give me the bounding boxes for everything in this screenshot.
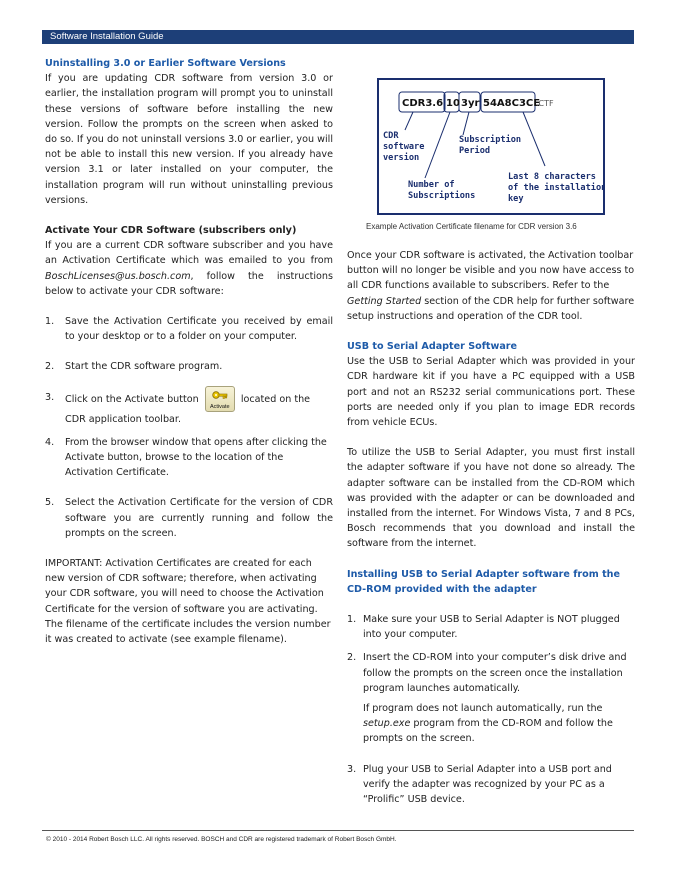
step-number: 5.	[45, 497, 55, 509]
label-version-1: CDR	[383, 131, 399, 141]
list-item	[45, 386, 333, 427]
list-item	[45, 435, 333, 481]
label-number-1: Number of	[408, 180, 455, 190]
list-item	[347, 612, 635, 642]
step-text: Select the Activation Certificate for the version of CDR software you are currently running and follow the prompts on the screen.	[65, 497, 333, 539]
label-number-2: Subscriptions	[408, 191, 476, 201]
step-number: 2.	[347, 652, 357, 664]
activate-button[interactable]	[205, 386, 235, 412]
setup-exe: setup.exe	[363, 718, 411, 730]
getting-started-ref: Getting Started	[347, 295, 422, 307]
step-text: Start the CDR software program.	[65, 361, 223, 373]
header-title: Software Installation Guide	[50, 31, 164, 42]
part-period: 3yr	[461, 98, 480, 109]
diagram-caption: Example Activation Certificate filename for CDR version 3.6	[366, 222, 577, 231]
label-last8-1: Last 8 characters	[508, 172, 596, 182]
step-number: 2.	[45, 361, 55, 373]
list-item	[45, 495, 333, 541]
list-item	[45, 359, 333, 374]
part-version: CDR3.6	[402, 98, 444, 109]
usb-body-2: To utilize the USB to Serial Adapter, you must first install the adapter software if you have not done so already. The adapter software can be installed from the CD-ROM which was provided with the adapter or can be downloaded and installed from the internet. For Windows Vista, 7 and 8 PCs, Bosch recommends that you download and install the software from the internet.	[347, 447, 635, 550]
right-column	[347, 248, 635, 807]
step-text: Save the Activation Certificate you received by email to your desktop or to a folder on your computer.	[65, 316, 333, 343]
activated-text-end: section of the CDR help for further software setup instructions and operation of the CDR tool.	[347, 295, 635, 322]
footer-divider	[42, 830, 634, 831]
step-text: located on the CDR application toolbar.	[65, 393, 311, 425]
activation-steps	[45, 314, 333, 541]
step-text: Plug your USB to Serial Adapter into a USB port and verify the adapter was recognized by your PC as a “Prolific” USB device.	[363, 763, 612, 806]
activate-intro	[45, 238, 333, 299]
uninstall-body: If you are updating CDR software from version 3.0 or earlier, the installation program will prompt you to uninstall these versions of software before installing the new version. Follow the prompts on the screen when asked to do so. If you do not uninstall versions 3.0 or earlier, you will not be able to install this new version. If you already have version 3.1 or later installed on your computer, the installation program will run without uninstalling previous versions.	[45, 73, 333, 206]
step-number: 1.	[347, 614, 357, 626]
activate-button-label: Activate	[209, 403, 230, 410]
install-steps	[347, 612, 635, 807]
list-item	[347, 762, 635, 808]
label-last8-2: of the installation	[508, 183, 603, 193]
list-item	[347, 650, 635, 746]
filename-diagram	[377, 78, 605, 215]
label-last8-3: key	[508, 194, 524, 204]
label-subscription-2: Period	[459, 146, 491, 156]
sub-note-text-end: program from the CD-ROM and follow the prompts on the screen.	[363, 718, 613, 745]
list-item	[45, 314, 333, 344]
step-text: Insert the CD-ROM into your computer’s disk drive and follow the prompts on the screen once the installation program launches automatically.	[363, 652, 627, 694]
uninstall-heading: Uninstalling 3.0 or Earlier Software Versions	[45, 58, 286, 69]
filename-diagram-svg	[379, 80, 603, 213]
important-note: IMPORTANT: Activation Certificates are created for each new version of CDR software; therefore, when activating your CDR software, you will need to choose the Activation Certificate for the version of software you are activating. The filename of the certificate includes the version number it was created to activate (see example filename).	[45, 558, 331, 646]
sub-note-text: If program does not launch automatically, run the	[363, 703, 603, 715]
label-subscription-1: Subscription	[459, 135, 522, 145]
activated-note	[347, 248, 635, 324]
step-number: 4.	[45, 436, 55, 448]
step-text: From the browser window that opens after clicking the Activate button, browse to the location of the Activation Certificate.	[65, 436, 327, 479]
install-heading: Installing USB to Serial Adapter software from the CD-ROM provided with the adapter	[347, 568, 621, 595]
part-count: 10	[446, 98, 460, 109]
left-column	[45, 56, 333, 647]
step-number: 3.	[347, 763, 357, 775]
activated-text: Once your CDR software is activated, the Activation toolbar button will no longer be visible and you now have access to all CDR functions available to subscribers. Refer to the	[347, 250, 635, 292]
activate-heading: Activate Your CDR Software (subscribers only)	[45, 225, 297, 237]
activate-intro-text: If you are a current CDR software subscriber and you have an Activation Certificate which was emailed to you from	[45, 240, 333, 267]
usb-heading: USB to Serial Adapter Software	[347, 341, 518, 353]
key-icon	[212, 389, 228, 402]
header-bar	[42, 30, 634, 44]
usb-body: Use the USB to Serial Adapter which was provided in your CDR hardware kit if you have a PC equipped with a USB port and not an RS232 serial communications port. These ports are needed only if you plan to image EDR records from vehicle ECUs.	[347, 356, 635, 429]
bosch-email: BoschLicenses@us.bosch.com	[45, 270, 191, 282]
step-number: 1.	[45, 316, 55, 328]
step-number: 3.	[45, 391, 55, 403]
step-text: Make sure your USB to Serial Adapter is NOT plugged into your computer.	[363, 614, 620, 641]
label-version-3: version	[383, 153, 420, 163]
part-key: 54A8C3CE	[483, 98, 541, 109]
activate-intro-text-end: , follow the instructions below to activate your CDR software:	[45, 270, 333, 297]
step-text: Click on the Activate button	[65, 393, 199, 405]
part-extension: .CTF	[536, 99, 554, 108]
setup-exe-note	[363, 701, 635, 747]
footer: © 2010 - 2014 Robert Bosch LLC. All rights reserved. BOSCH and CDR are registered trademark of Robert Bosch GmbH.	[46, 836, 397, 843]
label-version-2: software	[383, 142, 425, 152]
